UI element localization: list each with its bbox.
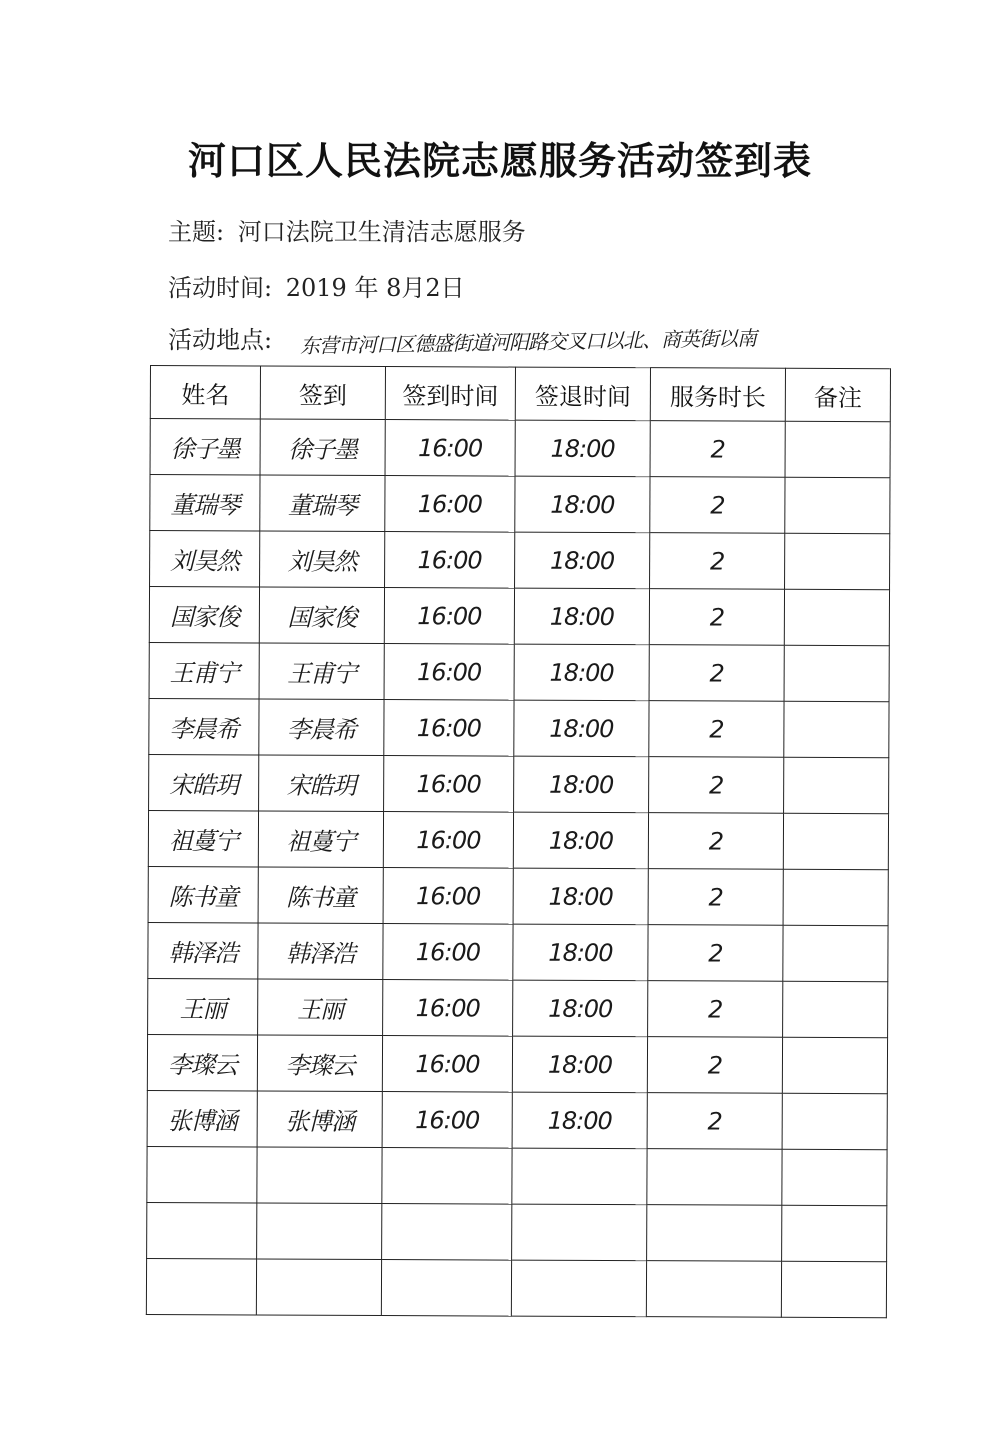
cell-sign-in-time: 16:00 [384,588,514,645]
cell-name: 董瑞琴 [150,475,260,531]
cell-sign-in-time: 16:00 [385,476,515,533]
cell-remarks [784,645,889,701]
cell-service-hours: 2 [649,645,784,702]
header-remarks: 备注 [785,368,890,421]
table-header-row [150,366,890,422]
cell-sign-out-time: 18:00 [512,1036,647,1093]
location-line [168,320,278,355]
cell-service-hours: 2 [649,589,784,646]
time-value: 2019 年 8月2日 [285,274,465,302]
cell-signature: 王丽 [258,979,383,1036]
cell-service-hours [647,1149,782,1206]
cell-name: 宋皓玥 [149,754,259,810]
cell-service-hours: 2 [650,421,785,478]
cell-sign-in-time: 16:00 [383,924,513,981]
table-row [146,1258,886,1317]
cell-signature [257,1203,382,1260]
header-sign-out-time: 签退时间 [515,367,650,421]
cell-remarks [783,813,888,869]
table-row [148,978,888,1037]
table-row [147,1146,887,1205]
cell-signature: 张博涵 [257,1091,382,1148]
location-label: 活动地点: [168,326,273,354]
theme-label: 主题: [168,218,225,246]
location-value: 东营市河口区德盛街道河阳路交叉口以北、商英街以南 [299,326,757,358]
cell-sign-out-time: 18:00 [513,868,648,925]
table-row [147,1090,887,1149]
table-row [147,1034,887,1093]
cell-sign-in-time [381,1260,511,1317]
cell-service-hours: 2 [648,981,783,1038]
cell-remarks [782,1037,887,1093]
cell-sign-in-time: 16:00 [385,420,515,477]
page-title: 河口区人民法院志愿服务活动签到表 [187,139,812,183]
cell-signature: 祖蔓宁 [258,811,383,868]
cell-name: 王甫宁 [149,642,259,698]
header-sign-in-time: 签到时间 [385,367,515,421]
cell-remarks [783,925,888,981]
sign-in-table [146,365,891,1318]
cell-sign-out-time: 18:00 [514,644,649,701]
cell-sign-out-time: 18:00 [515,532,650,589]
header-signature: 签到 [260,366,385,420]
cell-sign-out-time: 18:00 [514,588,649,645]
time-line [168,268,465,303]
cell-signature: 徐子墨 [260,419,385,476]
cell-signature [256,1259,381,1316]
cell-sign-in-time: 16:00 [385,532,515,589]
cell-service-hours: 2 [650,477,785,534]
table-row [150,475,890,534]
header-service-hours: 服务时长 [650,368,785,422]
cell-name: 刘昊然 [150,531,260,587]
cell-service-hours: 2 [647,1037,782,1094]
cell-remarks [782,1149,887,1205]
cell-sign-out-time: 18:00 [515,420,650,477]
cell-sign-out-time: 18:00 [514,756,649,813]
cell-sign-out-time: 18:00 [512,1092,647,1149]
cell-service-hours: 2 [648,869,783,926]
table-row [150,531,890,590]
cell-sign-out-time: 18:00 [515,476,650,533]
cell-name: 李晨希 [149,698,259,754]
cell-remarks [785,421,890,477]
cell-name: 国家俊 [149,587,259,643]
cell-name [147,1202,257,1258]
cell-sign-in-time [382,1148,512,1205]
time-label: 活动时间: [168,274,273,302]
cell-remarks [784,589,889,645]
cell-service-hours [646,1261,781,1318]
cell-name: 韩泽浩 [148,922,258,978]
cell-name: 王丽 [148,978,258,1034]
cell-sign-in-time: 16:00 [384,756,514,813]
cell-sign-out-time [512,1148,647,1205]
header-name: 姓名 [150,366,260,419]
table-row [148,866,888,925]
cell-service-hours: 2 [647,1093,782,1150]
table-row [148,922,888,981]
cell-sign-in-time: 16:00 [383,868,513,925]
cell-remarks [783,981,888,1037]
table-row [148,810,888,869]
cell-remarks [783,869,888,925]
cell-name [146,1258,256,1314]
cell-signature: 王甫宁 [259,643,384,700]
cell-sign-out-time: 18:00 [513,812,648,869]
cell-sign-in-time [382,1204,512,1261]
cell-sign-in-time: 16:00 [382,1036,512,1093]
cell-service-hours: 2 [650,533,785,590]
cell-sign-out-time: 18:00 [514,700,649,757]
cell-remarks [785,477,890,533]
cell-remarks [782,1205,887,1261]
table-row [147,1202,887,1261]
table-row [149,642,889,701]
cell-signature: 宋皓玥 [259,755,384,812]
cell-signature: 陈书童 [258,867,383,924]
cell-name: 徐子墨 [150,419,260,475]
cell-name: 祖蔓宁 [148,810,258,866]
cell-remarks [784,701,889,757]
cell-remarks [784,757,889,813]
table-row [149,587,889,646]
cell-sign-in-time: 16:00 [383,980,513,1037]
cell-sign-in-time: 16:00 [383,812,513,869]
cell-service-hours: 2 [648,925,783,982]
cell-name: 李璨云 [147,1034,257,1090]
cell-sign-out-time: 18:00 [513,980,648,1037]
cell-sign-out-time [511,1260,646,1317]
cell-service-hours: 2 [649,757,784,814]
theme-value: 河口法院卫生清洁志愿服务 [237,218,526,246]
cell-signature: 董瑞琴 [260,475,385,532]
cell-name: 张博涵 [147,1090,257,1146]
cell-signature [257,1147,382,1204]
cell-signature: 韩泽浩 [258,923,383,980]
cell-remarks [781,1261,886,1317]
cell-name [147,1146,257,1202]
cell-sign-out-time [512,1204,647,1261]
cell-service-hours [647,1205,782,1262]
cell-sign-in-time: 16:00 [384,700,514,757]
table-row [149,698,889,757]
cell-name: 陈书童 [148,866,258,922]
cell-service-hours: 2 [649,701,784,758]
cell-sign-in-time: 16:00 [382,1092,512,1149]
theme-line [168,212,526,247]
cell-signature: 李晨希 [259,699,384,756]
cell-signature: 刘昊然 [260,531,385,588]
table-row [149,754,889,813]
cell-signature: 国家俊 [259,587,384,644]
cell-remarks [785,533,890,589]
cell-sign-in-time: 16:00 [384,644,514,701]
cell-signature: 李璨云 [257,1035,382,1092]
table-row [150,419,890,478]
cell-remarks [782,1093,887,1149]
cell-service-hours: 2 [648,813,783,870]
cell-sign-out-time: 18:00 [513,924,648,981]
